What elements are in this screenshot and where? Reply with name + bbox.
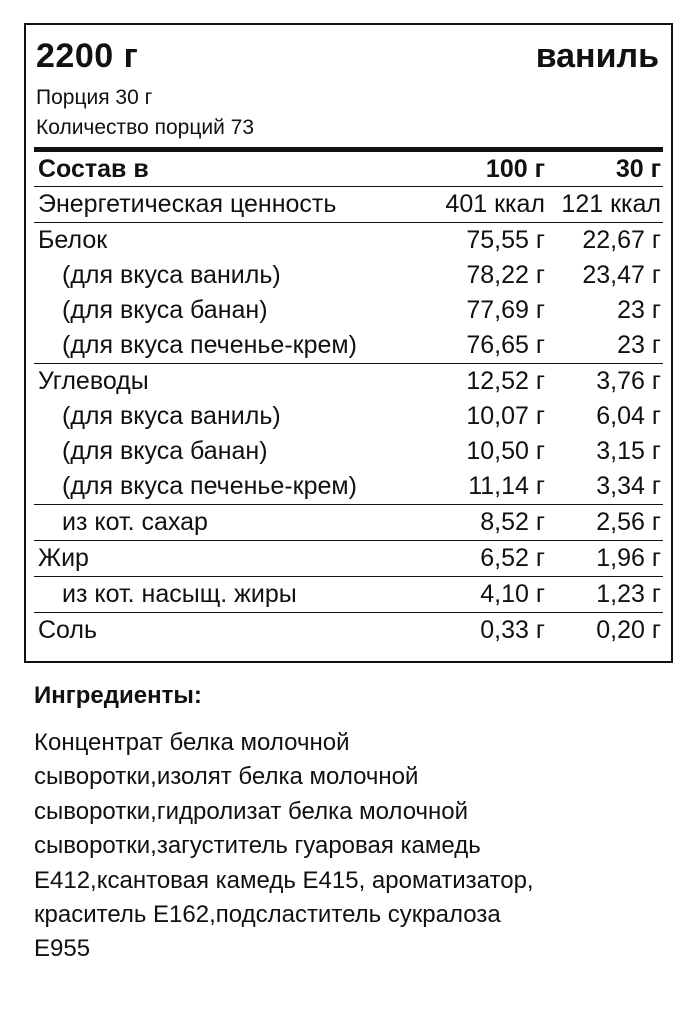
row-value-100g: 78,22 г <box>466 261 545 289</box>
row-label: Энергетическая ценность <box>38 190 337 218</box>
table-row-carbs-banana <box>34 434 663 469</box>
row-label: Соль <box>38 616 98 644</box>
table-header-row <box>34 152 663 187</box>
row-value-30g: 6,04 г <box>596 402 661 430</box>
table-row-saturated-fat <box>34 577 663 613</box>
row-label: (для вкуса печенье-крем) <box>62 331 357 359</box>
row-value-100g: 12,52 г <box>466 367 545 395</box>
ingredients-line: E412,ксантовая камедь E415, ароматизатор, <box>34 866 534 894</box>
row-label: (для вкуса банан) <box>62 437 268 465</box>
row-value-100g: 76,65 г <box>466 331 545 359</box>
ingredients-line: сыворотки,изолят белка молочной <box>34 763 419 791</box>
row-value-30g: 23 г <box>617 331 661 359</box>
row-value-30g: 23,47 г <box>582 261 661 289</box>
row-value-30g: 1,23 г <box>596 580 661 608</box>
row-value-100g: 4,10 г <box>480 580 545 608</box>
row-value-30g: 22,67 г <box>582 226 661 254</box>
row-label: (для вкуса ваниль) <box>62 261 281 289</box>
row-label: из кот. насыщ. жиры <box>62 580 297 608</box>
row-value-100g: 8,52 г <box>480 508 545 536</box>
nutrition-header <box>36 37 659 83</box>
ingredients-line: E955 <box>34 935 91 963</box>
row-value-100g: 0,33 г <box>480 616 545 644</box>
row-value-100g: 401 ккал <box>445 190 545 218</box>
row-label: Углеводы <box>38 367 149 395</box>
row-label: (для вкуса ваниль) <box>62 402 281 430</box>
row-value-100g: 77,69 г <box>466 296 545 324</box>
row-value-100g: 6,52 г <box>480 544 545 572</box>
table-row-protein-banana <box>34 293 663 328</box>
row-value-30g: 0,20 г <box>596 616 661 644</box>
ingredients-heading: Ингредиенты: <box>34 682 202 709</box>
table-row-carbs-cookie-cream <box>34 469 663 505</box>
row-value-30g: 3,34 г <box>596 472 661 500</box>
column-header-30g: 30 г <box>615 155 661 183</box>
row-label: (для вкуса банан) <box>62 296 268 324</box>
table-row-fat <box>34 541 663 577</box>
table-row-protein-vanilla <box>34 258 663 293</box>
row-value-100g: 10,07 г <box>466 402 545 430</box>
package-weight: 2200 г <box>36 37 139 75</box>
row-value-30g: 23 г <box>617 296 661 324</box>
row-value-100g: 11,14 г <box>468 472 545 500</box>
table-row-carbs-vanilla <box>34 399 663 434</box>
row-value-30g: 121 ккал <box>561 190 661 218</box>
ingredients-line: краситель E162,подсластитель сукралоза <box>34 901 501 929</box>
table-row-salt <box>34 613 663 648</box>
table-row-protein <box>34 223 663 258</box>
row-label: из кот. сахар <box>62 508 208 536</box>
flavor-name: ваниль <box>535 37 659 75</box>
ingredients-line: Концентрат белка молочной <box>34 729 350 756</box>
nutrition-facts-panel <box>24 23 673 663</box>
row-value-30g: 2,56 г <box>596 508 661 536</box>
ingredients-list <box>34 726 654 967</box>
table-row-protein-cookie-cream <box>34 328 663 364</box>
row-label: Жир <box>38 544 89 572</box>
column-header-composition: Состав в <box>38 155 149 183</box>
column-header-100g: 100 г <box>485 155 545 183</box>
row-label: (для вкуса печенье-крем) <box>62 472 357 500</box>
row-label: Белок <box>38 226 108 254</box>
row-value-100g: 75,55 г <box>466 226 545 254</box>
ingredients-line: сыворотки,загуститель гуаровая камедь <box>34 832 481 860</box>
row-value-30g: 3,76 г <box>596 367 661 395</box>
nutrition-table <box>34 152 663 648</box>
ingredients-line: сыворотки,гидролизат белка молочной <box>34 797 469 825</box>
row-value-100g: 10,50 г <box>466 437 545 465</box>
table-row-carbs <box>34 364 663 399</box>
servings-per-container: Количество порций 73 <box>36 116 255 139</box>
table-row-sugar <box>34 505 663 541</box>
row-value-30g: 1,96 г <box>596 544 661 572</box>
serving-size: Порция 30 г <box>36 86 153 109</box>
row-value-30g: 3,15 г <box>596 437 661 465</box>
table-row-energy <box>34 187 663 223</box>
